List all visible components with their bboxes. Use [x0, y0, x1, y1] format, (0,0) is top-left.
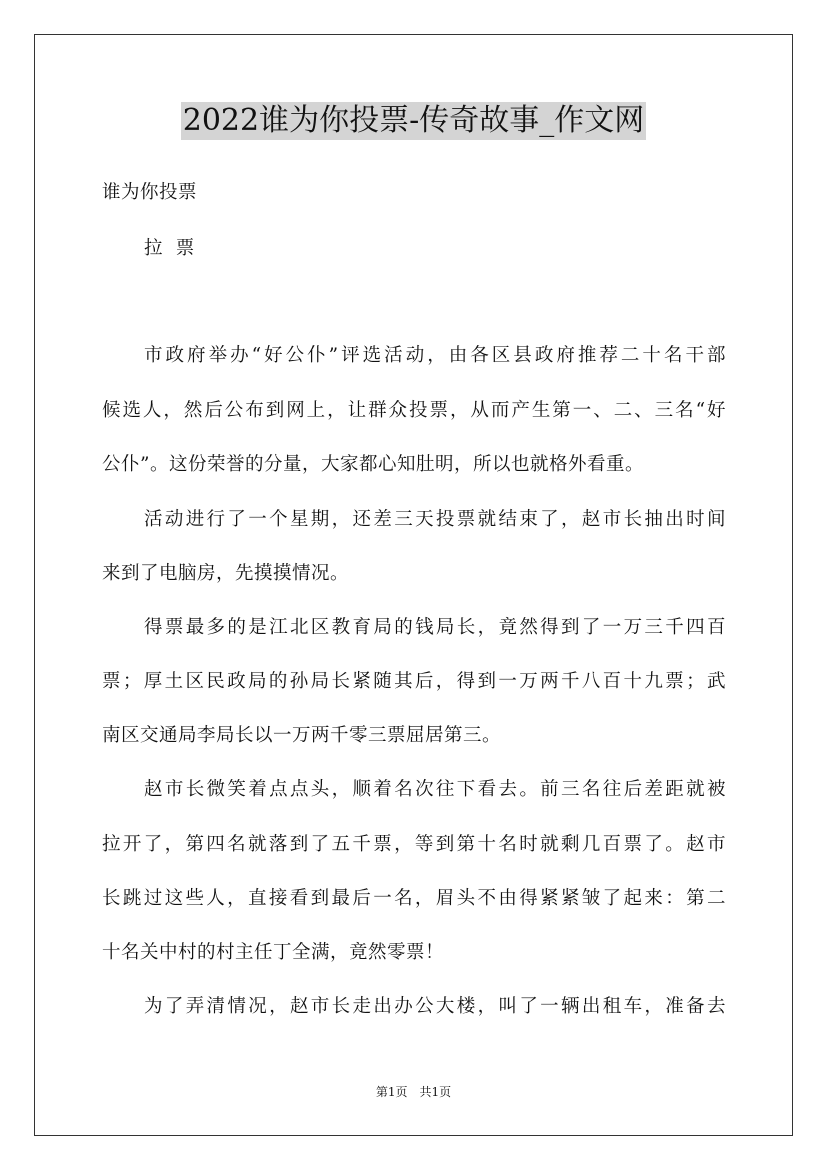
paragraph-line-6: 得票最多的是江北区教育局的钱局长，竟然得到了一万三千四百 — [144, 617, 726, 638]
title-container — [0, 102, 827, 140]
page-total: 共1页 — [419, 1085, 452, 1099]
paragraph-line-7: 票；厚土区民政局的孙局长紧随其后，得到一万两千八百十九票；武 — [102, 671, 726, 692]
paragraph-line-2: 候选人，然后公布到网上，让群众投票，从而产生第一、二、三名“好 — [102, 400, 726, 421]
paragraph-line-9: 赵市长微笑着点点头，顺着名次往下看去。前三名往后差距就被 — [144, 779, 726, 800]
paragraph-line-10: 拉开了，第四名就落到了五千票，等到第十名时就剩几百票了。赵市 — [102, 834, 726, 855]
paragraph-line-4: 活动进行了一个星期，还差三天投票就结束了，赵市长抽出时间 — [144, 509, 726, 530]
paragraph-line-5: 来到了电脑房，先摸摸情况。 — [102, 563, 350, 584]
document-title: 2022谁为你投票-传奇故事_作文网 — [182, 103, 645, 138]
paragraph-line-3: 公仆”。这份荣誉的分量，大家都心知肚明，所以也就格外看重。 — [102, 454, 644, 475]
page-footer — [0, 1084, 827, 1100]
paragraph-line-12: 十名关中村的村主任丁全满，竟然零票！ — [102, 942, 445, 963]
section-heading: 拉 票 — [144, 238, 195, 259]
paragraph-line-8: 南区交通局李局长以一万两千零三票屈居第三。 — [102, 725, 502, 746]
subtitle: 谁为你投票 — [102, 182, 198, 203]
page-number: 第1页 — [375, 1085, 408, 1099]
paragraph-line-11: 长跳过这些人，直接看到最后一名，眉头不由得紧紧皱了起来：第二 — [102, 888, 726, 909]
paragraph-line-1: 市政府举办“好公仆”评选活动，由各区县政府推荐二十名干部 — [144, 345, 726, 366]
paragraph-line-13: 为了弄清情况，赵市长走出办公大楼，叫了一辆出租车，准备去 — [144, 996, 726, 1017]
